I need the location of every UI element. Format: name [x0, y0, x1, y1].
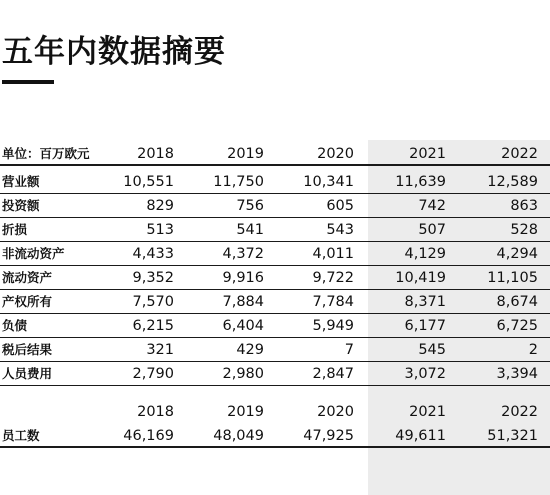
cell-value: 3,394: [496, 366, 538, 382]
cell-value: 429: [236, 342, 264, 358]
row-label: 折损: [2, 222, 28, 237]
table-row: [0, 194, 550, 218]
cell-value: 11,105: [487, 270, 538, 286]
employee-row: [0, 424, 550, 448]
cell-value: 2,980: [222, 366, 264, 382]
cell-value: 4,372: [222, 246, 264, 262]
cell-value: 11,639: [395, 174, 446, 190]
cell-value: 12,589: [487, 174, 538, 190]
cell-value: 756: [236, 198, 264, 214]
table-header-row: [0, 142, 550, 166]
table-row: [0, 362, 550, 386]
row-label: 人员费用: [2, 366, 53, 381]
table-row: [0, 338, 550, 362]
cell-value: 2,847: [312, 366, 354, 382]
cell-value: 321: [146, 342, 174, 358]
cell-value: 7,570: [132, 294, 174, 310]
cell-value: 6,177: [404, 318, 446, 334]
cell-value: 3,072: [404, 366, 446, 382]
table-row: [0, 218, 550, 242]
cell-value: 543: [326, 222, 354, 238]
row-label: 员工数: [2, 428, 40, 443]
table-row: [0, 242, 550, 266]
table-row: [0, 170, 550, 194]
cell-value: 10,341: [303, 174, 354, 190]
cell-value: 6,215: [132, 318, 174, 334]
table-row: [0, 314, 550, 338]
cell-value: 507: [418, 222, 446, 238]
cell-value: 829: [146, 198, 174, 214]
row-label: 税后结果: [2, 342, 53, 357]
cell-value: 5,949: [312, 318, 354, 334]
year-header: 2018: [137, 146, 174, 162]
cell-value: 10,419: [395, 270, 446, 286]
cell-value: 6,725: [496, 318, 538, 334]
cell-value: 49,611: [395, 428, 446, 444]
unit-label: 单位：百万欧元: [2, 146, 90, 161]
page-title: 五年内数据摘要: [2, 34, 226, 70]
year-header: 2020: [317, 146, 354, 162]
row-label: 投资额: [2, 198, 40, 213]
cell-value: 742: [418, 198, 446, 214]
cell-value: 528: [510, 222, 538, 238]
year-header: 2021: [409, 146, 446, 162]
cell-value: 2: [528, 342, 538, 358]
cell-value: 7,884: [222, 294, 264, 310]
table-row: [0, 266, 550, 290]
cell-value: 545: [418, 342, 446, 358]
year-header: 2019: [227, 404, 264, 420]
cell-value: 7,784: [312, 294, 354, 310]
row-label: 营业额: [2, 174, 40, 189]
cell-value: 863: [510, 198, 538, 214]
cell-value: 605: [326, 198, 354, 214]
year-header: 2021: [409, 404, 446, 420]
cell-value: 513: [146, 222, 174, 238]
cell-value: 8,674: [496, 294, 538, 310]
row-label: 流动资产: [2, 270, 53, 285]
cell-value: 9,352: [132, 270, 174, 286]
cell-value: 47,925: [303, 428, 354, 444]
employee-year-header-row: [0, 400, 550, 424]
cell-value: 4,433: [132, 246, 174, 262]
cell-value: 2,790: [132, 366, 174, 382]
cell-value: 4,011: [312, 246, 354, 262]
year-header: 2022: [501, 404, 538, 420]
cell-value: 10,551: [123, 174, 174, 190]
cell-value: 8,371: [404, 294, 446, 310]
cell-value: 48,049: [213, 428, 264, 444]
year-header: 2022: [501, 146, 538, 162]
cell-value: 6,404: [222, 318, 264, 334]
year-header: 2020: [317, 404, 354, 420]
year-header: 2019: [227, 146, 264, 162]
cell-value: 51,321: [487, 428, 538, 444]
cell-value: 9,916: [222, 270, 264, 286]
cell-value: 7: [344, 342, 354, 358]
table-row: [0, 290, 550, 314]
cell-value: 11,750: [213, 174, 264, 190]
cell-value: 4,294: [496, 246, 538, 262]
title-underline: [2, 80, 54, 84]
row-label: 产权所有: [2, 294, 53, 309]
row-label: 非流动资产: [2, 246, 65, 261]
cell-value: 4,129: [404, 246, 446, 262]
cell-value: 541: [236, 222, 264, 238]
cell-value: 9,722: [312, 270, 354, 286]
year-header: 2018: [137, 404, 174, 420]
row-label: 负债: [2, 318, 28, 333]
cell-value: 46,169: [123, 428, 174, 444]
